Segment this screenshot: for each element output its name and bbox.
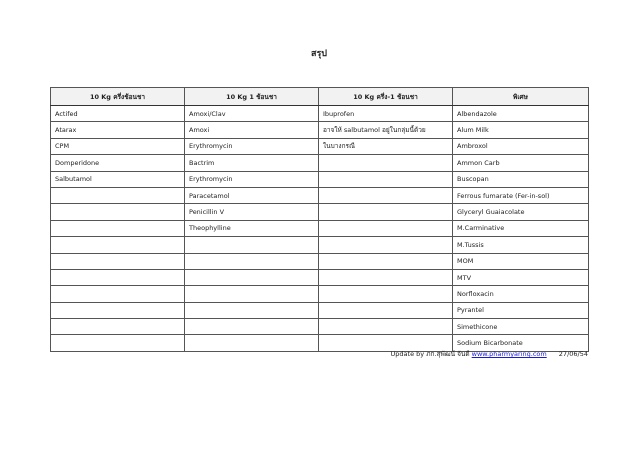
page-title: สรุป [310, 49, 328, 59]
table-row [51, 122, 589, 138]
table-cell [51, 269, 185, 285]
table-cell: Sodium Bicarbonate [453, 335, 589, 351]
table-cell: Alum Milk [453, 122, 589, 138]
table-cell [51, 302, 185, 318]
table-row [51, 253, 589, 269]
table-row [51, 269, 589, 285]
table-cell: ในบางกรณี [319, 138, 453, 154]
table-cell: CPM [51, 138, 185, 154]
table-row [51, 187, 589, 203]
table-row [51, 171, 589, 187]
table-cell: Erythromycin [185, 138, 319, 154]
footer-link[interactable]: www.pharmyaring.com [471, 350, 547, 358]
footer-credit: Update by ภก.สุพัฒน์ จันดี [390, 350, 470, 358]
footer-date: 27/06/54 [558, 350, 588, 358]
table-cell: Buscopan [453, 171, 589, 187]
table-cell [51, 286, 185, 302]
table-cell: Erythromycin [185, 171, 319, 187]
table-cell [51, 319, 185, 335]
table-row [51, 237, 589, 253]
table-cell [319, 187, 453, 203]
table-cell [51, 253, 185, 269]
table-cell: Ferrous fumarate (Fer-in-sol) [453, 187, 589, 203]
table-row [51, 106, 589, 122]
table-cell: Domperidone [51, 155, 185, 171]
table-cell: Theophylline [185, 220, 319, 236]
table-cell: Albendazole [453, 106, 589, 122]
table-row [51, 302, 589, 318]
table-cell [51, 237, 185, 253]
table-cell: Bactrim [185, 155, 319, 171]
table-cell [185, 237, 319, 253]
table-row [51, 204, 589, 220]
table-cell: Penicillin V [185, 204, 319, 220]
table-cell [185, 286, 319, 302]
table-cell: Ambroxol [453, 138, 589, 154]
footer [0, 349, 588, 359]
table-row [51, 138, 589, 154]
table-cell [185, 319, 319, 335]
table-cell: Pyrantel [453, 302, 589, 318]
table-cell [319, 269, 453, 285]
header-half-to-one-teaspoon: 10 Kg ครึ่ง-1 ช้อนชา [319, 88, 453, 106]
table-cell [319, 302, 453, 318]
table-row [51, 286, 589, 302]
table-cell: MTV [453, 269, 589, 285]
header-one-teaspoon: 10 Kg 1 ช้อนชา [185, 88, 319, 106]
table-row [51, 155, 589, 171]
table-row [51, 319, 589, 335]
table-cell: Amoxi/Clav [185, 106, 319, 122]
table-cell [319, 171, 453, 187]
table-cell: M.Tussis [453, 237, 589, 253]
table-cell: Simethicone [453, 319, 589, 335]
table-cell [319, 253, 453, 269]
summary-table [50, 87, 589, 352]
table-cell: Atarax [51, 122, 185, 138]
table-cell: Salbutamol [51, 171, 185, 187]
table-cell [319, 204, 453, 220]
table-cell [319, 155, 453, 171]
table-cell: อาจให้ salbutamol อยู่ในกลุ่มนี้ด้วย [319, 122, 453, 138]
table-cell [51, 187, 185, 203]
table-cell [319, 319, 453, 335]
table-cell: Glyceryl Guaiacolate [453, 204, 589, 220]
table-cell [319, 286, 453, 302]
table-cell [185, 269, 319, 285]
table-cell [185, 302, 319, 318]
table-cell [319, 220, 453, 236]
table-cell [51, 204, 185, 220]
header-half-teaspoon: 10 Kg ครึ่งช้อนชา [51, 88, 185, 106]
header-special: พิเศษ [453, 88, 589, 106]
table-cell: Actifed [51, 106, 185, 122]
table-cell: Norfloxacin [453, 286, 589, 302]
table-cell: Amoxi [185, 122, 319, 138]
table-cell: Paracetamol [185, 187, 319, 203]
table-cell: Ammon Carb [453, 155, 589, 171]
table-header-row [51, 88, 589, 106]
table-cell [319, 237, 453, 253]
table-cell: MOM [453, 253, 589, 269]
table-cell [51, 220, 185, 236]
table-body [51, 106, 589, 352]
table-cell [185, 253, 319, 269]
table-cell: M.Carminative [453, 220, 589, 236]
table-cell: Ibuprofen [319, 106, 453, 122]
table-row [51, 220, 589, 236]
